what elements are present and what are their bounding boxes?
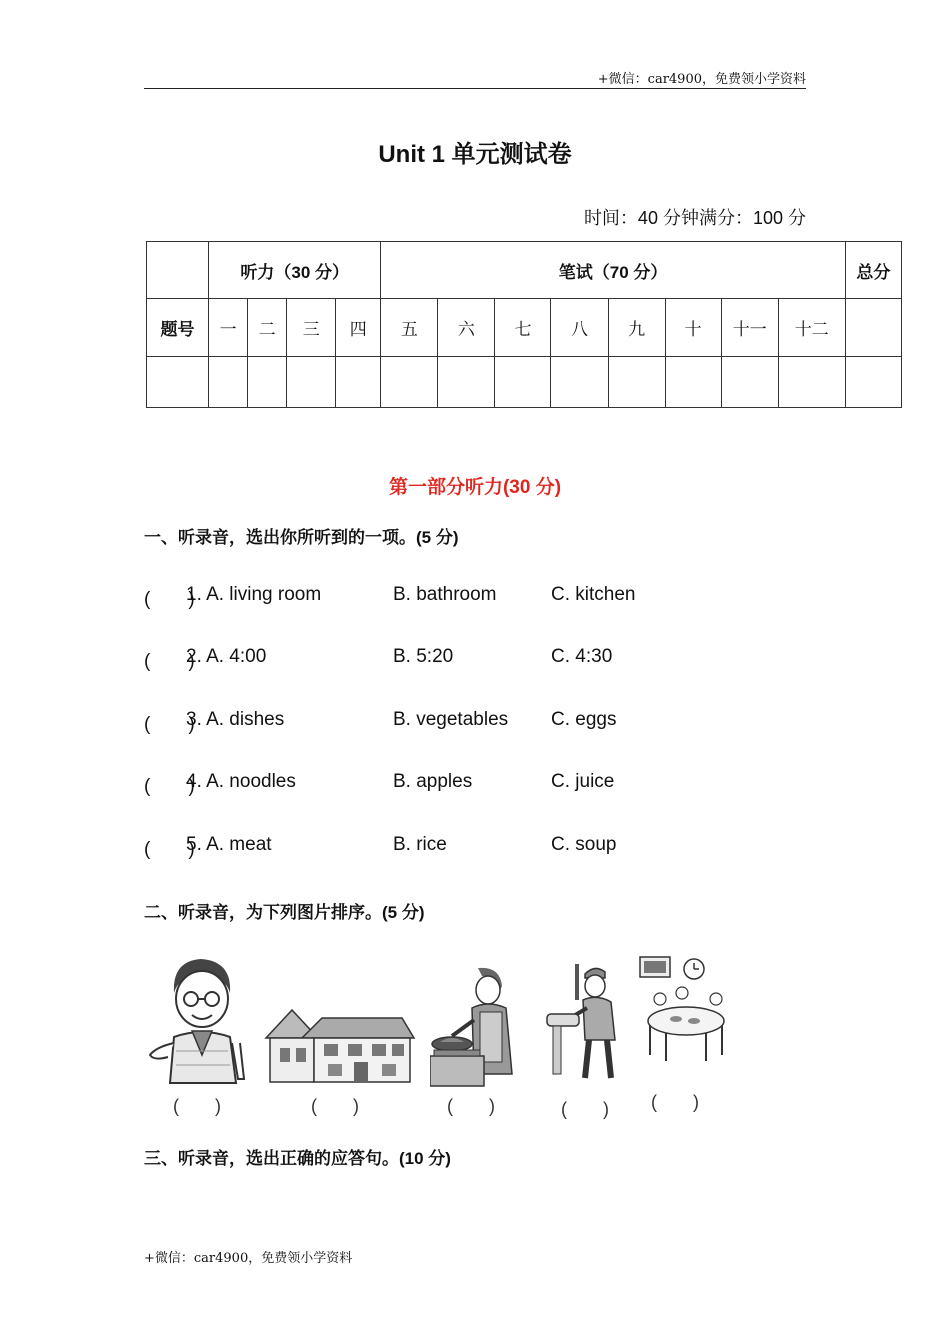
family-dinner-icon [636,955,732,1065]
question-row [144,834,764,860]
writing-header: 笔试（70 分） [381,242,846,299]
section-number: 三 [287,299,336,357]
section-number: 十 [665,299,721,357]
score-cell[interactable] [778,357,845,408]
option-b: B. apples [393,771,473,792]
total-score-cell[interactable] [845,299,901,357]
section-number: 十二 [778,299,845,357]
option-c: C. soup [551,834,617,855]
option-a: 3. A. dishes [186,709,285,730]
option-a: 1. A. living room [186,584,322,605]
score-cell[interactable] [381,357,438,408]
score-cell[interactable] [608,357,665,408]
answer-blank[interactable]: ( ) [144,589,195,610]
header-note: +微信：car4900，免费领小学资料 [597,72,806,87]
score-cell[interactable] [336,357,381,408]
header-divider [144,88,806,89]
option-c: C. kitchen [551,584,636,605]
answer-blank[interactable]: ( ) [144,839,195,860]
answer-blank[interactable]: ( ) [144,714,195,735]
score-cell[interactable] [845,357,901,408]
time-info: 时间：40 分钟满分：100 分 [583,208,806,228]
section-number: 十一 [721,299,778,357]
woman-cooking-icon [430,962,522,1087]
section-heading: 二、听录音，为下列图片排序。(5 分) [144,903,425,922]
score-cell[interactable] [495,357,551,408]
part-title: 第一部分听力(30 分) [388,477,562,498]
answer-blank[interactable]: ( ) [144,651,195,672]
page-title: Unit 1 单元测试卷 [378,141,572,168]
option-c: C. 4:30 [551,646,613,667]
row-label: 题号 [147,299,209,357]
option-c: C. eggs [551,709,617,730]
question-row [144,771,764,797]
question-row [144,709,764,735]
score-cell[interactable] [438,357,495,408]
footer-note: +微信：car4900，免费领小学资料 [144,1251,353,1266]
section-number: 七 [495,299,551,357]
answer-blank[interactable]: ( ) [144,776,195,797]
score-cell[interactable] [248,357,287,408]
boy-pointing-down-icon [146,955,256,1085]
listening-header: 听力（30 分） [209,242,381,299]
option-b: B. 5:20 [393,646,454,667]
score-table [146,241,902,408]
section-number: 八 [551,299,608,357]
section-heading: 三、听录音，选出正确的应答句。(10 分) [144,1149,451,1168]
section-number: 一 [209,299,248,357]
order-blank[interactable]: ( ) [311,1096,359,1116]
house-icon [262,1000,417,1085]
order-blank[interactable]: ( ) [651,1092,699,1112]
section-heading: 一、听录音，选出你所听到的一项。(5 分) [144,528,459,547]
score-cell[interactable] [665,357,721,408]
boy-washing-hands-icon [545,964,625,1084]
option-a: 4. A. noodles [186,771,296,792]
total-header: 总分 [845,242,901,299]
order-blank[interactable]: ( ) [447,1096,495,1116]
option-c: C. juice [551,771,615,792]
score-cell[interactable] [287,357,336,408]
option-a: 2. A. 4:00 [186,646,267,667]
score-cell[interactable] [551,357,608,408]
section-number: 六 [438,299,495,357]
section-number: 九 [608,299,665,357]
option-b: B. vegetables [393,709,509,730]
order-blank[interactable]: ( ) [561,1099,609,1119]
score-cell [147,357,209,408]
score-cell[interactable] [209,357,248,408]
section-number: 四 [336,299,381,357]
question-row [144,646,764,672]
option-a: 5. A. meat [186,834,272,855]
option-b: B. rice [393,834,447,855]
question-row [144,584,764,610]
order-blank[interactable]: ( ) [173,1096,221,1116]
section-number: 二 [248,299,287,357]
score-cell[interactable] [721,357,778,408]
corner-cell [147,242,209,299]
section-number: 五 [381,299,438,357]
option-b: B. bathroom [393,584,497,605]
